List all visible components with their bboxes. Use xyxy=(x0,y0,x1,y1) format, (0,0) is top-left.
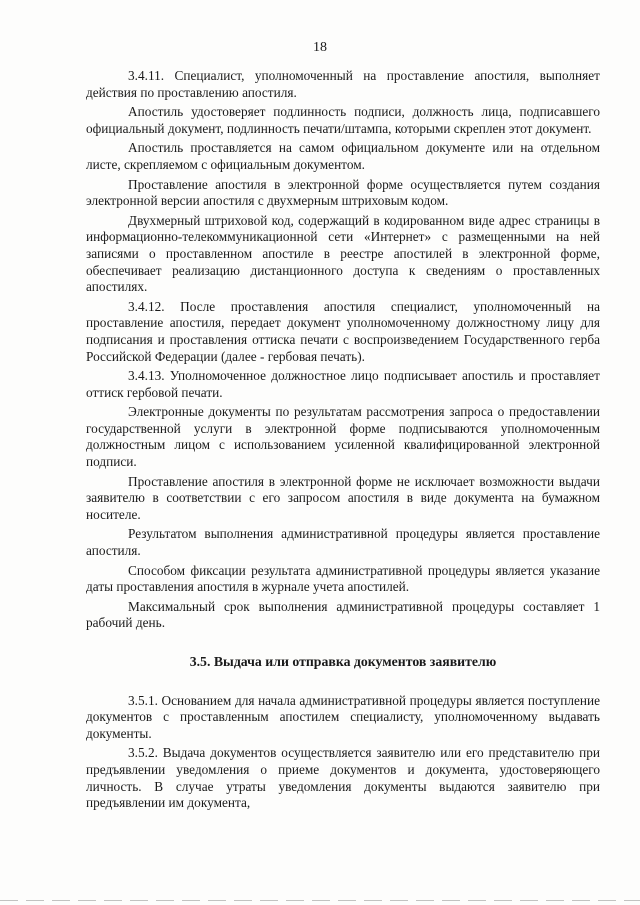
body-text xyxy=(86,68,600,812)
paragraph: 3.4.13. Уполномоченное должностное лицо подписывает апостиль и проставляет оттиск гербовой печати. xyxy=(86,368,600,400)
paragraph: 3.5.1. Основанием для начала административной процедуры является поступление документов с проставленным апостилем специалисту, уполномоченному выдавать документы. xyxy=(86,692,600,741)
paragraph: 3.4.11. Специалист, уполномоченный на проставление апостиля, выполняет действия по проставлению апостиля. xyxy=(86,68,600,100)
paragraph: Двухмерный штриховой код, содержащий в кодированном виде адрес страницы в информационно-телекоммуникационной сети «Интернет» с размещенными на ней записями о проставленном апостиле в реестре апостилей в электронной форме, обеспечивает реализацию дистанционного доступа к сведениям о проставленных апостилях. xyxy=(86,212,600,295)
paragraph: Электронные документы по результатам рассмотрения запроса о предоставлении государственной услуги в электронной форме подписываются уполномоченным должностным лицом с использованием усиленной квалифицированной электронной подписи. xyxy=(86,404,600,470)
paragraph: Результатом выполнения административной процедуры является проставление апостиля. xyxy=(86,526,600,559)
paragraph: 3.4.12. После проставления апостиля специалист, уполномоченный на проставление апостиля, передает документ уполномоченному должностному лицу для подписания и проставления оттиска печати с воспроизведением Государственного герба Российской Федерации (далее - гербовая печать). xyxy=(86,298,600,364)
page-number: 18 xyxy=(313,40,327,55)
paragraph: Апостиль удостоверяет подлинность подписи, должность лица, подписавшего официальный документ, подлинность печати/штампа, которыми скреплен этот документ. xyxy=(86,104,600,136)
paragraph: Проставление апостиля в электронной форме осуществляется путем создания электронной версии апостиля с двухмерным штриховым кодом. xyxy=(86,176,600,209)
scan-edge-line xyxy=(0,900,640,901)
paragraph: 3.5.2. Выдача документов осуществляется заявителю или его представителю при предъявлении уведомления о приеме документов и документа, удостоверяющего личность. В случае утраты уведомления документы выдаются заявителю при предъявлении им документа, xyxy=(86,745,600,811)
paragraph: Проставление апостиля в электронной форме не исключает возможности выдачи заявителю в соответствии с его запросом апостиля в виде документа на бумажном носителе. xyxy=(86,473,600,522)
paragraph: Способом фиксации результата административной процедуры является указание даты проставления апостиля в журнале учета апостилей. xyxy=(86,562,600,595)
paragraph: Максимальный срок выполнения административной процедуры составляет 1 рабочий день. xyxy=(86,598,600,631)
paragraph: Апостиль проставляется на самом официальном документе или на отдельном листе, скрепляемом с официальным документом. xyxy=(86,140,600,172)
section-heading: 3.5. Выдача или отправка документов заявителю xyxy=(189,654,497,669)
